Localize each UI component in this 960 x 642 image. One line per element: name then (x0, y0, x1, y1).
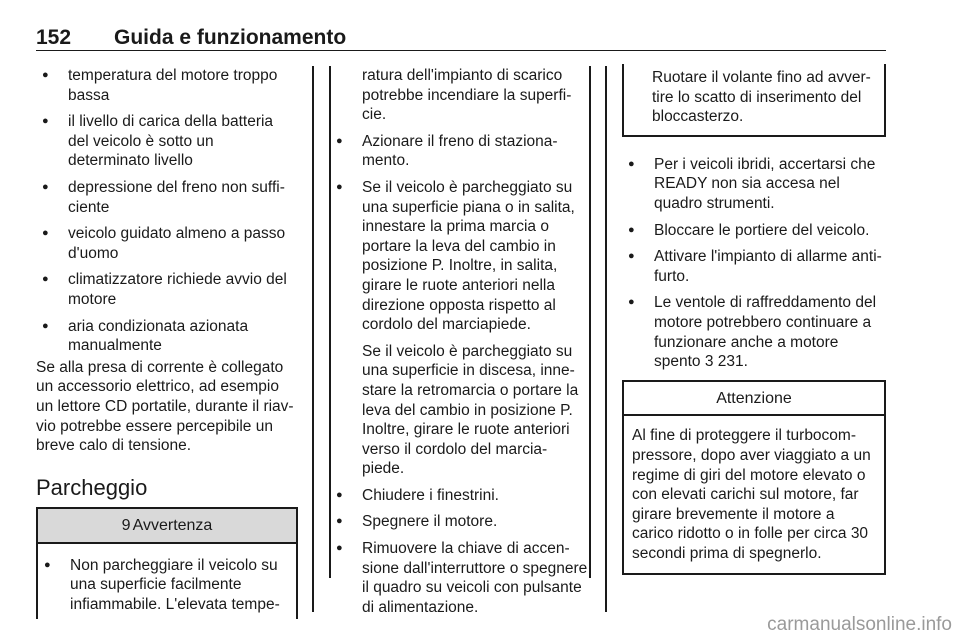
watermark: carmanualsonline.info (767, 614, 952, 635)
column-2 (330, 66, 588, 624)
warning-box-right-edge (297, 520, 298, 580)
page-number: 152 (36, 26, 72, 49)
header-divider (36, 50, 886, 51)
warning-title: Avvertenza (132, 517, 213, 535)
body-paragraph: Se alla presa di corrente è collegato un accessorio elettrico, ad esempio un lettore CD portatile, durante il riav-vio potrebbe essere percepibile un breve calo di tensione. (36, 358, 294, 455)
list-item: ● Se il veicolo è parcheggiato su una superficie piana o in salita, innestare la prima marcia o portare la leva del cambio in posizione P. Inoltre, in salita, girare le ruote anteriori nella direzione opposta rispetto al cordolo del marciapiede. (330, 178, 588, 335)
list-item: ● Bloccare le portiere del veicolo. (622, 221, 886, 241)
warning-box (36, 507, 298, 618)
warning-box-header (38, 509, 296, 544)
note-text: Ruotare il volante fino ad avver-tire lo scatto di inserimento del bloccasterzo. (652, 69, 871, 126)
list-item: ● temperatura del motore troppo bassa (36, 66, 298, 105)
column-3 (622, 66, 886, 575)
list-item: ● Rimuovere la chiave di accen-sione dall'interruttore o spegnere il quadro su veicoli con pulsante di alimentazione. (330, 539, 588, 617)
list-item: ● Per i veicoli ibridi, accertarsi che READY non sia accesa nel quadro strumenti. (622, 155, 886, 214)
column-divider (605, 66, 607, 612)
condition-list (36, 66, 298, 356)
list-item: ● aria condizionata azionata manualmente (36, 317, 298, 356)
list-item: ● depressione del freno non suffi-ciente (36, 178, 298, 217)
parking-steps (330, 132, 588, 335)
warning-box-left-edge-col2 (329, 66, 331, 578)
page-header (36, 26, 886, 56)
list-item: ● climatizzatore richiede avvio del motore (36, 270, 298, 309)
warning-box-left-edge (36, 520, 37, 580)
list-item: ● Azionare il freno di staziona-mento. (330, 132, 588, 171)
warning-list (38, 556, 296, 615)
list-item: ● il livello di carica della batteria del veicolo è sotto un determinato livello (36, 112, 298, 171)
list-item: ● Non parcheggiare il veicolo su una superficie facilmente infiammabile. L'elevata tempe- (38, 556, 296, 615)
section-title: Guida e funzionamento (114, 26, 347, 49)
section-heading: Parcheggio (36, 474, 148, 500)
list-item: ● veicolo guidato almeno a passo d'uomo (36, 224, 298, 263)
warning-icon: 9 (121, 517, 131, 535)
continuation-text: ratura dell'impianto di scarico potrebbe incendiare la superfi-cie. (362, 67, 572, 124)
list-item: ● Chiudere i finestrini. (330, 486, 588, 506)
note-box (622, 64, 886, 137)
list-item: ● Attivare l'impianto di allarme anti-furto. (622, 247, 886, 286)
attention-box-header: Attenzione (624, 382, 884, 417)
attention-box-body: Al fine di proteggere il turbocom-pressore, dopo aver viaggiato a un regime di giri del motore elevato o con elevati carichi sul motore, far girare brevemente il motore a carico ridotto o in folle per circa 30 secondi prima di spegnerlo. (632, 427, 871, 562)
attention-box (622, 380, 886, 576)
indented-paragraph: Se il veicolo è parcheggiato su una superficie in discesa, inne-stare la retromarcia o portare la leva del cambio in posizione P. Inoltre, girare le ruote anteriori verso il cordolo del marcia-piede. (362, 342, 579, 478)
list-item: ● Le ventole di raffreddamento del motore potrebbero continuare a funzionare anche a motore spento 3 231. (622, 293, 886, 371)
list-item: ● Spegnere il motore. (330, 512, 588, 532)
warning-box-body (38, 544, 296, 619)
warning-box-right-edge-col2 (589, 66, 591, 578)
final-steps (622, 155, 886, 372)
column-divider (312, 66, 314, 612)
column-1 (36, 66, 298, 619)
parking-steps-2 (330, 486, 588, 618)
